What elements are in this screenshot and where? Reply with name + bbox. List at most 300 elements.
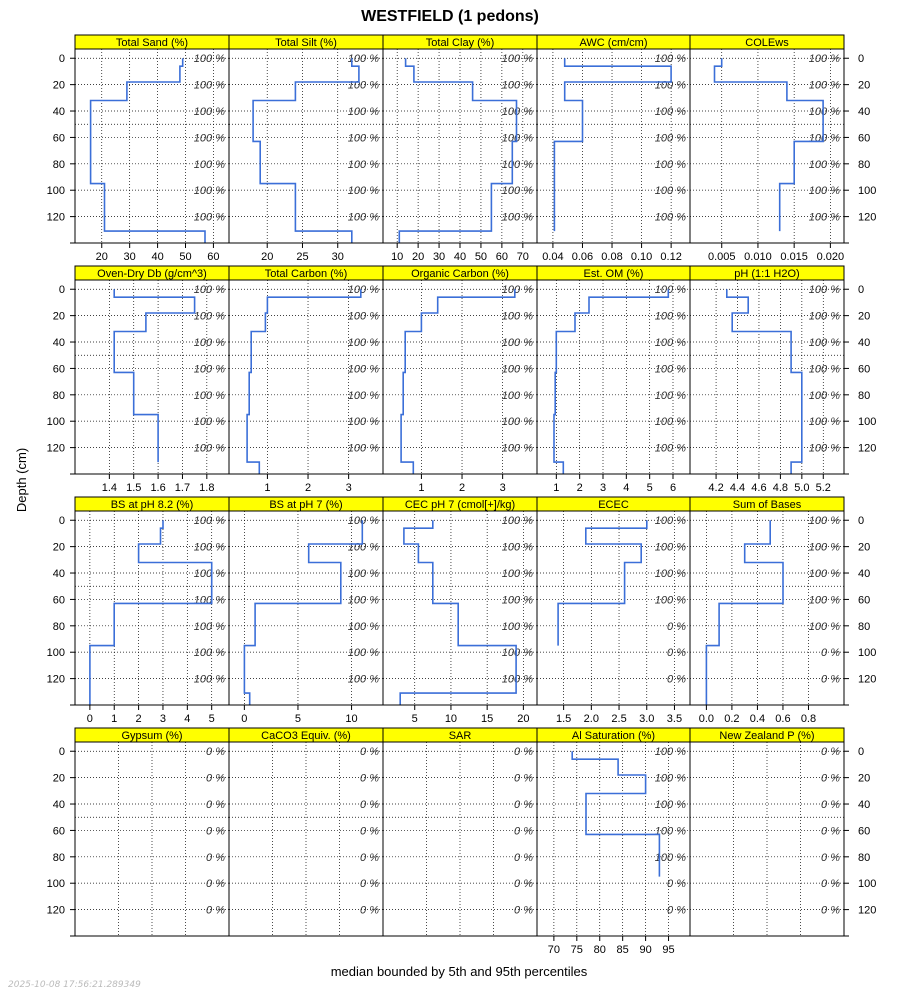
panel-title: CaCO3 Equiv. (%) <box>261 730 351 742</box>
pedon-percent-label: 100 % <box>654 851 686 864</box>
pedon-percent-label: 100 % <box>501 53 533 66</box>
pedon-percent-label: 0 % <box>514 904 533 917</box>
pedon-percent-label: 100 % <box>654 541 686 554</box>
pedon-percent-label: 100 % <box>501 363 533 376</box>
y-tick-label: 40 <box>858 568 871 581</box>
pedon-percent-label: 0 % <box>360 878 379 891</box>
x-tick-label: 5.0 <box>794 482 810 494</box>
x-tick-label: 5 <box>411 713 418 725</box>
y-tick-label: 0 <box>858 746 865 759</box>
panel-title: Gypsum (%) <box>121 730 183 742</box>
pedon-percent-label: 100 % <box>193 541 225 554</box>
pedon-percent-label: 100 % <box>501 310 533 323</box>
pedon-percent-label: 100 % <box>808 389 840 402</box>
panel-18 <box>537 728 690 956</box>
y-tick-label: 20 <box>858 772 871 785</box>
pedon-percent-label: 100 % <box>193 185 225 198</box>
y-tick-label: 20 <box>52 310 65 323</box>
pedon-percent-label: 0 % <box>667 620 686 633</box>
y-tick-label: 0 <box>58 746 65 759</box>
y-tick-label: 60 <box>858 363 871 376</box>
y-tick-label: 0 <box>858 53 865 66</box>
x-tick-label: 2 <box>458 482 466 494</box>
x-tick-label: 0.010 <box>744 251 772 263</box>
y-tick-label: 40 <box>858 799 871 812</box>
x-tick-label: 95 <box>662 944 675 956</box>
median-profile-line <box>558 520 647 645</box>
x-tick-label: 1 <box>418 482 425 494</box>
pedon-percent-label: 0 % <box>360 851 379 864</box>
y-tick-label: 120 <box>46 904 65 917</box>
chart-title: WESTFIELD (1 pedons) <box>361 8 539 25</box>
y-tick-label: 120 <box>858 904 877 917</box>
x-tick-label: 1 <box>111 713 118 725</box>
x-tick-label: 3.0 <box>639 713 655 725</box>
x-tick-label: 30 <box>123 251 136 263</box>
x-tick-label: 85 <box>616 944 629 956</box>
pedon-percent-label: 0 % <box>667 673 686 686</box>
pedon-percent-label: 0 % <box>206 746 225 759</box>
pedon-percent-label: 100 % <box>347 132 379 145</box>
pedon-percent-label: 100 % <box>654 594 686 607</box>
panel-14 <box>690 497 876 725</box>
pedon-percent-label: 100 % <box>193 620 225 633</box>
y-tick-label: 20 <box>52 541 65 554</box>
pedon-percent-label: 0 % <box>206 799 225 812</box>
panel-12 <box>383 497 537 725</box>
pedon-percent-label: 100 % <box>808 53 840 66</box>
median-profile-line <box>554 58 671 231</box>
pedon-percent-label: 100 % <box>654 442 686 455</box>
median-profile-line <box>253 58 359 243</box>
pedon-percent-label: 0 % <box>514 878 533 891</box>
median-profile-line <box>715 58 824 231</box>
y-tick-label: 80 <box>858 158 871 171</box>
panel-16 <box>229 728 383 936</box>
pedon-percent-label: 100 % <box>347 389 379 402</box>
y-tick-label: 80 <box>52 851 65 864</box>
x-tick-label: 2 <box>304 482 312 494</box>
panel-title: Organic Carbon (%) <box>411 268 509 280</box>
y-tick-label: 60 <box>858 594 871 607</box>
panel-title: BS at pH 8.2 (%) <box>110 499 194 511</box>
pedon-percent-label: 100 % <box>193 568 225 581</box>
pedon-percent-label: 0 % <box>206 772 225 785</box>
pedon-percent-label: 100 % <box>501 389 533 402</box>
pedon-percent-label: 0 % <box>667 904 686 917</box>
x-tick-label: 0.10 <box>630 251 653 263</box>
x-tick-label: 3 <box>159 713 167 725</box>
pedon-percent-label: 100 % <box>654 416 686 429</box>
y-tick-label: 120 <box>858 211 877 224</box>
x-tick-label: 10 <box>391 251 404 263</box>
x-tick-label: 10 <box>444 713 458 725</box>
x-tick-label: 40 <box>151 251 164 263</box>
pedon-percent-label: 100 % <box>808 158 840 171</box>
x-tick-label: 6 <box>669 482 677 494</box>
x-tick-label: 70 <box>547 944 561 956</box>
median-profile-line <box>706 520 783 705</box>
pedon-percent-label: 100 % <box>501 515 533 528</box>
pedon-percent-label: 100 % <box>193 158 225 171</box>
pedon-percent-label: 0 % <box>360 799 379 812</box>
y-tick-label: 0 <box>58 515 65 528</box>
x-tick-label: 0.2 <box>724 713 740 725</box>
x-tick-label: 0.020 <box>816 251 845 263</box>
panel-2 <box>383 35 537 263</box>
pedon-percent-label: 0 % <box>821 799 840 812</box>
pedon-percent-label: 100 % <box>193 594 225 607</box>
panel-title: Total Carbon (%) <box>264 268 348 280</box>
x-tick-label: 0.06 <box>571 251 594 263</box>
pedon-percent-label: 100 % <box>193 363 225 376</box>
x-tick-label: 1 <box>553 482 560 494</box>
x-tick-label: 0.04 <box>542 251 564 263</box>
pedon-percent-label: 100 % <box>501 442 533 455</box>
x-tick-label: 1.5 <box>126 482 142 494</box>
panel-title: New Zealand P (%) <box>719 730 815 742</box>
y-tick-label: 60 <box>52 825 65 838</box>
x-tick-label: 4 <box>184 713 191 725</box>
pedon-percent-label: 100 % <box>808 594 840 607</box>
panel-6 <box>229 266 383 494</box>
x-tick-label: 2 <box>576 482 583 494</box>
panel-5 <box>47 266 229 494</box>
pedon-percent-label: 100 % <box>193 132 225 145</box>
x-tick-label: 50 <box>179 251 192 263</box>
pedon-percent-label: 100 % <box>347 211 379 224</box>
y-tick-label: 100 <box>46 416 65 429</box>
panel-title: BS at pH 7 (%) <box>269 499 343 511</box>
x-tick-label: 30 <box>432 251 446 263</box>
y-tick-label: 40 <box>858 337 871 350</box>
pedon-percent-label: 100 % <box>347 284 379 297</box>
pedon-percent-label: 100 % <box>654 79 686 92</box>
pedon-percent-label: 100 % <box>501 284 533 297</box>
panel-7 <box>383 266 537 494</box>
pedon-percent-label: 100 % <box>347 442 379 455</box>
panel-title: SAR <box>448 730 472 742</box>
pedon-percent-label: 100 % <box>654 53 686 66</box>
x-tick-label: 4.2 <box>708 482 724 494</box>
pedon-percent-label: 100 % <box>501 337 533 350</box>
panel-15 <box>47 728 229 936</box>
pedon-percent-label: 100 % <box>501 620 533 633</box>
x-tick-label: 3 <box>345 482 352 494</box>
pedon-percent-label: 100 % <box>347 568 379 581</box>
pedon-percent-label: 100 % <box>654 158 686 171</box>
x-tick-label: 10 <box>345 713 358 725</box>
panel-13 <box>537 497 690 725</box>
x-tick-label: 3 <box>499 482 506 494</box>
y-tick-label: 20 <box>858 310 871 323</box>
pedon-percent-label: 0 % <box>360 825 379 838</box>
pedon-percent-label: 100 % <box>654 211 686 224</box>
y-tick-label: 60 <box>858 132 871 145</box>
pedon-percent-label: 100 % <box>347 106 379 119</box>
pedon-percent-label: 100 % <box>654 185 686 198</box>
pedon-percent-label: 0 % <box>821 673 840 686</box>
pedon-percent-label: 100 % <box>347 337 379 350</box>
x-tick-label: 2 <box>135 713 142 725</box>
y-tick-label: 80 <box>858 620 871 633</box>
y-tick-label: 20 <box>52 772 65 785</box>
x-tick-label: 0 <box>241 713 248 725</box>
y-tick-label: 20 <box>858 541 871 554</box>
pedon-percent-label: 100 % <box>347 620 379 633</box>
pedon-percent-label: 0 % <box>514 772 533 785</box>
x-tick-label: 50 <box>474 251 488 263</box>
panel-3 <box>537 35 690 263</box>
x-tick-label: 1.8 <box>199 482 215 494</box>
pedon-percent-label: 100 % <box>193 106 225 119</box>
pedon-percent-label: 100 % <box>347 515 379 528</box>
y-tick-label: 20 <box>52 79 65 92</box>
y-tick-label: 0 <box>58 284 65 297</box>
panel-10 <box>47 497 229 725</box>
y-tick-label: 40 <box>858 106 871 119</box>
panel-title: pH (1:1 H2O) <box>734 268 800 280</box>
pedon-percent-label: 100 % <box>808 284 840 297</box>
panel-title: ECEC <box>598 499 629 511</box>
x-tick-label: 1.7 <box>174 482 191 494</box>
pedon-percent-label: 100 % <box>193 310 225 323</box>
pedon-percent-label: 100 % <box>347 541 379 554</box>
x-tick-label: 0.08 <box>601 251 623 263</box>
y-tick-label: 80 <box>858 389 871 402</box>
pedon-percent-label: 100 % <box>654 310 686 323</box>
pedon-percent-label: 100 % <box>808 79 840 92</box>
pedon-percent-label: 100 % <box>808 337 840 350</box>
y-tick-label: 80 <box>52 620 65 633</box>
x-tick-label: 1.5 <box>555 713 572 725</box>
pedon-percent-label: 100 % <box>193 442 225 455</box>
x-tick-label: 20 <box>517 713 530 725</box>
x-tick-label: 0.8 <box>800 713 817 725</box>
pedon-percent-label: 100 % <box>654 825 686 838</box>
pedon-percent-label: 0 % <box>514 825 533 838</box>
y-tick-label: 120 <box>46 442 65 455</box>
x-axis-label: median bounded by 5th and 95th percentiles <box>330 964 588 979</box>
x-tick-label: 70 <box>516 251 529 263</box>
panel-grid <box>47 35 877 956</box>
y-tick-label: 0 <box>858 284 865 297</box>
x-tick-label: 20 <box>95 251 108 263</box>
pedon-percent-label: 0 % <box>821 904 840 917</box>
x-tick-label: 15 <box>481 713 494 725</box>
median-profile-line <box>572 751 659 876</box>
y-tick-label: 100 <box>46 185 65 198</box>
panel-8 <box>537 266 690 494</box>
median-profile-line <box>244 520 362 705</box>
median-profile-line <box>727 289 802 474</box>
y-tick-label: 100 <box>858 185 877 198</box>
pedon-percent-label: 100 % <box>808 363 840 376</box>
panel-title: CEC pH 7 (cmol[+]/kg) <box>404 499 516 511</box>
pedon-percent-label: 0 % <box>514 746 533 759</box>
x-tick-label: 3 <box>599 482 607 494</box>
x-tick-label: 40 <box>453 251 467 263</box>
panel-19 <box>690 728 876 936</box>
pedon-percent-label: 100 % <box>347 594 379 607</box>
panel-title: Total Sand (%) <box>115 37 189 49</box>
y-tick-label: 0 <box>858 515 865 528</box>
pedon-percent-label: 100 % <box>654 284 686 297</box>
pedon-percent-label: 100 % <box>654 746 686 759</box>
pedon-percent-label: 0 % <box>514 851 533 864</box>
x-tick-label: 25 <box>296 251 309 263</box>
pedon-percent-label: 100 % <box>654 799 686 812</box>
pedon-percent-label: 100 % <box>193 284 225 297</box>
pedon-percent-label: 100 % <box>193 515 225 528</box>
y-tick-label: 100 <box>46 878 65 891</box>
panel-11 <box>229 497 383 725</box>
pedon-percent-label: 100 % <box>654 389 686 402</box>
y-tick-label: 20 <box>858 79 871 92</box>
pedon-percent-label: 0 % <box>821 851 840 864</box>
pedon-percent-label: 100 % <box>193 389 225 402</box>
pedon-percent-label: 100 % <box>193 337 225 350</box>
pedon-percent-label: 0 % <box>206 878 225 891</box>
panel-title: AWC (cm/cm) <box>579 37 648 49</box>
y-tick-label: 80 <box>858 851 871 864</box>
pedon-percent-label: 100 % <box>808 568 840 581</box>
median-profile-line <box>554 289 668 474</box>
x-tick-label: 60 <box>495 251 508 263</box>
pedon-percent-label: 100 % <box>808 310 840 323</box>
y-tick-label: 100 <box>858 878 877 891</box>
x-tick-label: 30 <box>331 251 344 263</box>
pedon-percent-label: 100 % <box>501 541 533 554</box>
pedon-percent-label: 100 % <box>654 772 686 785</box>
panel-1 <box>229 35 383 263</box>
timestamp-label: 2025-10-08 17:56:21.289349 <box>8 980 141 990</box>
y-tick-label: 60 <box>52 594 65 607</box>
x-tick-label: 60 <box>207 251 220 263</box>
x-tick-label: 4.4 <box>729 482 746 494</box>
x-tick-label: 1.6 <box>150 482 166 494</box>
pedon-percent-label: 100 % <box>501 416 533 429</box>
x-tick-label: 75 <box>570 944 583 956</box>
x-tick-label: 0.12 <box>660 251 682 263</box>
pedon-percent-label: 100 % <box>808 541 840 554</box>
x-tick-label: 80 <box>593 944 606 956</box>
pedon-percent-label: 100 % <box>347 647 379 660</box>
pedon-percent-label: 100 % <box>347 416 379 429</box>
x-tick-label: 5 <box>646 482 653 494</box>
pedon-percent-label: 0 % <box>821 825 840 838</box>
x-tick-label: 4.6 <box>751 482 767 494</box>
x-tick-label: 2.5 <box>611 713 627 725</box>
pedon-percent-label: 100 % <box>347 363 379 376</box>
y-tick-label: 120 <box>46 673 65 686</box>
pedon-percent-label: 0 % <box>821 772 840 785</box>
pedon-percent-label: 100 % <box>501 211 533 224</box>
x-tick-label: 0 <box>86 713 93 725</box>
median-profile-line <box>91 58 205 243</box>
pedon-percent-label: 100 % <box>347 79 379 92</box>
pedon-percent-label: 100 % <box>808 132 840 145</box>
pedon-percent-label: 0 % <box>821 746 840 759</box>
pedon-percent-label: 100 % <box>808 442 840 455</box>
pedon-percent-label: 100 % <box>193 53 225 66</box>
y-tick-label: 100 <box>46 647 65 660</box>
y-tick-label: 100 <box>858 416 877 429</box>
pedon-percent-label: 100 % <box>347 53 379 66</box>
x-tick-label: 4 <box>623 482 630 494</box>
pedon-percent-label: 0 % <box>514 799 533 812</box>
pedon-percent-label: 0 % <box>360 746 379 759</box>
pedon-percent-label: 100 % <box>808 416 840 429</box>
panel-0 <box>47 35 229 263</box>
y-axis-label: Depth (cm) <box>14 447 29 513</box>
panel-17 <box>383 728 537 936</box>
panel-title: Sum of Bases <box>732 499 802 511</box>
panel-9 <box>690 266 876 494</box>
y-tick-label: 60 <box>52 132 65 145</box>
y-tick-label: 100 <box>858 647 877 660</box>
y-tick-label: 80 <box>52 389 65 402</box>
pedon-percent-label: 100 % <box>654 515 686 528</box>
pedon-percent-label: 100 % <box>347 158 379 171</box>
y-tick-label: 80 <box>52 158 65 171</box>
x-tick-label: 0.005 <box>707 251 736 263</box>
x-tick-label: 0.015 <box>780 251 808 263</box>
pedon-percent-label: 0 % <box>821 878 840 891</box>
pedon-percent-label: 0 % <box>821 647 840 660</box>
pedon-percent-label: 100 % <box>193 647 225 660</box>
pedon-percent-label: 0 % <box>206 851 225 864</box>
pedon-percent-label: 100 % <box>501 647 533 660</box>
x-tick-label: 5.2 <box>815 482 831 494</box>
pedon-percent-label: 100 % <box>501 132 533 145</box>
median-profile-line <box>247 289 361 474</box>
pedon-percent-label: 100 % <box>501 79 533 92</box>
y-tick-label: 120 <box>858 442 877 455</box>
pedon-percent-label: 100 % <box>654 337 686 350</box>
pedon-percent-label: 0 % <box>206 904 225 917</box>
pedon-percent-label: 100 % <box>501 185 533 198</box>
x-tick-label: 5 <box>294 713 302 725</box>
y-tick-label: 40 <box>52 337 65 350</box>
median-profile-line <box>399 58 516 243</box>
y-tick-label: 40 <box>52 799 65 812</box>
pedon-percent-label: 100 % <box>654 363 686 376</box>
y-tick-label: 120 <box>858 673 877 686</box>
x-tick-label: 5 <box>208 713 215 725</box>
pedon-percent-label: 100 % <box>193 673 225 686</box>
x-tick-label: 1 <box>264 482 271 494</box>
x-tick-label: 2.0 <box>583 713 599 725</box>
pedon-percent-label: 0 % <box>667 878 686 891</box>
panel-title: Total Silt (%) <box>275 37 337 49</box>
pedon-percent-label: 100 % <box>501 158 533 171</box>
panel-title: Est. OM (%) <box>583 268 644 280</box>
pedon-percent-label: 100 % <box>654 132 686 145</box>
pedon-percent-label: 0 % <box>360 772 379 785</box>
x-tick-label: 20 <box>412 251 425 263</box>
pedon-percent-label: 100 % <box>347 185 379 198</box>
pedon-percent-label: 100 % <box>808 185 840 198</box>
pedon-percent-label: 0 % <box>206 825 225 838</box>
median-profile-line <box>400 520 516 705</box>
pedon-percent-label: 100 % <box>193 79 225 92</box>
panel-title: Total Clay (%) <box>425 37 495 49</box>
pedon-percent-label: 100 % <box>501 594 533 607</box>
x-tick-label: 3.5 <box>666 713 683 725</box>
pedon-percent-label: 0 % <box>667 647 686 660</box>
pedon-percent-label: 100 % <box>347 310 379 323</box>
